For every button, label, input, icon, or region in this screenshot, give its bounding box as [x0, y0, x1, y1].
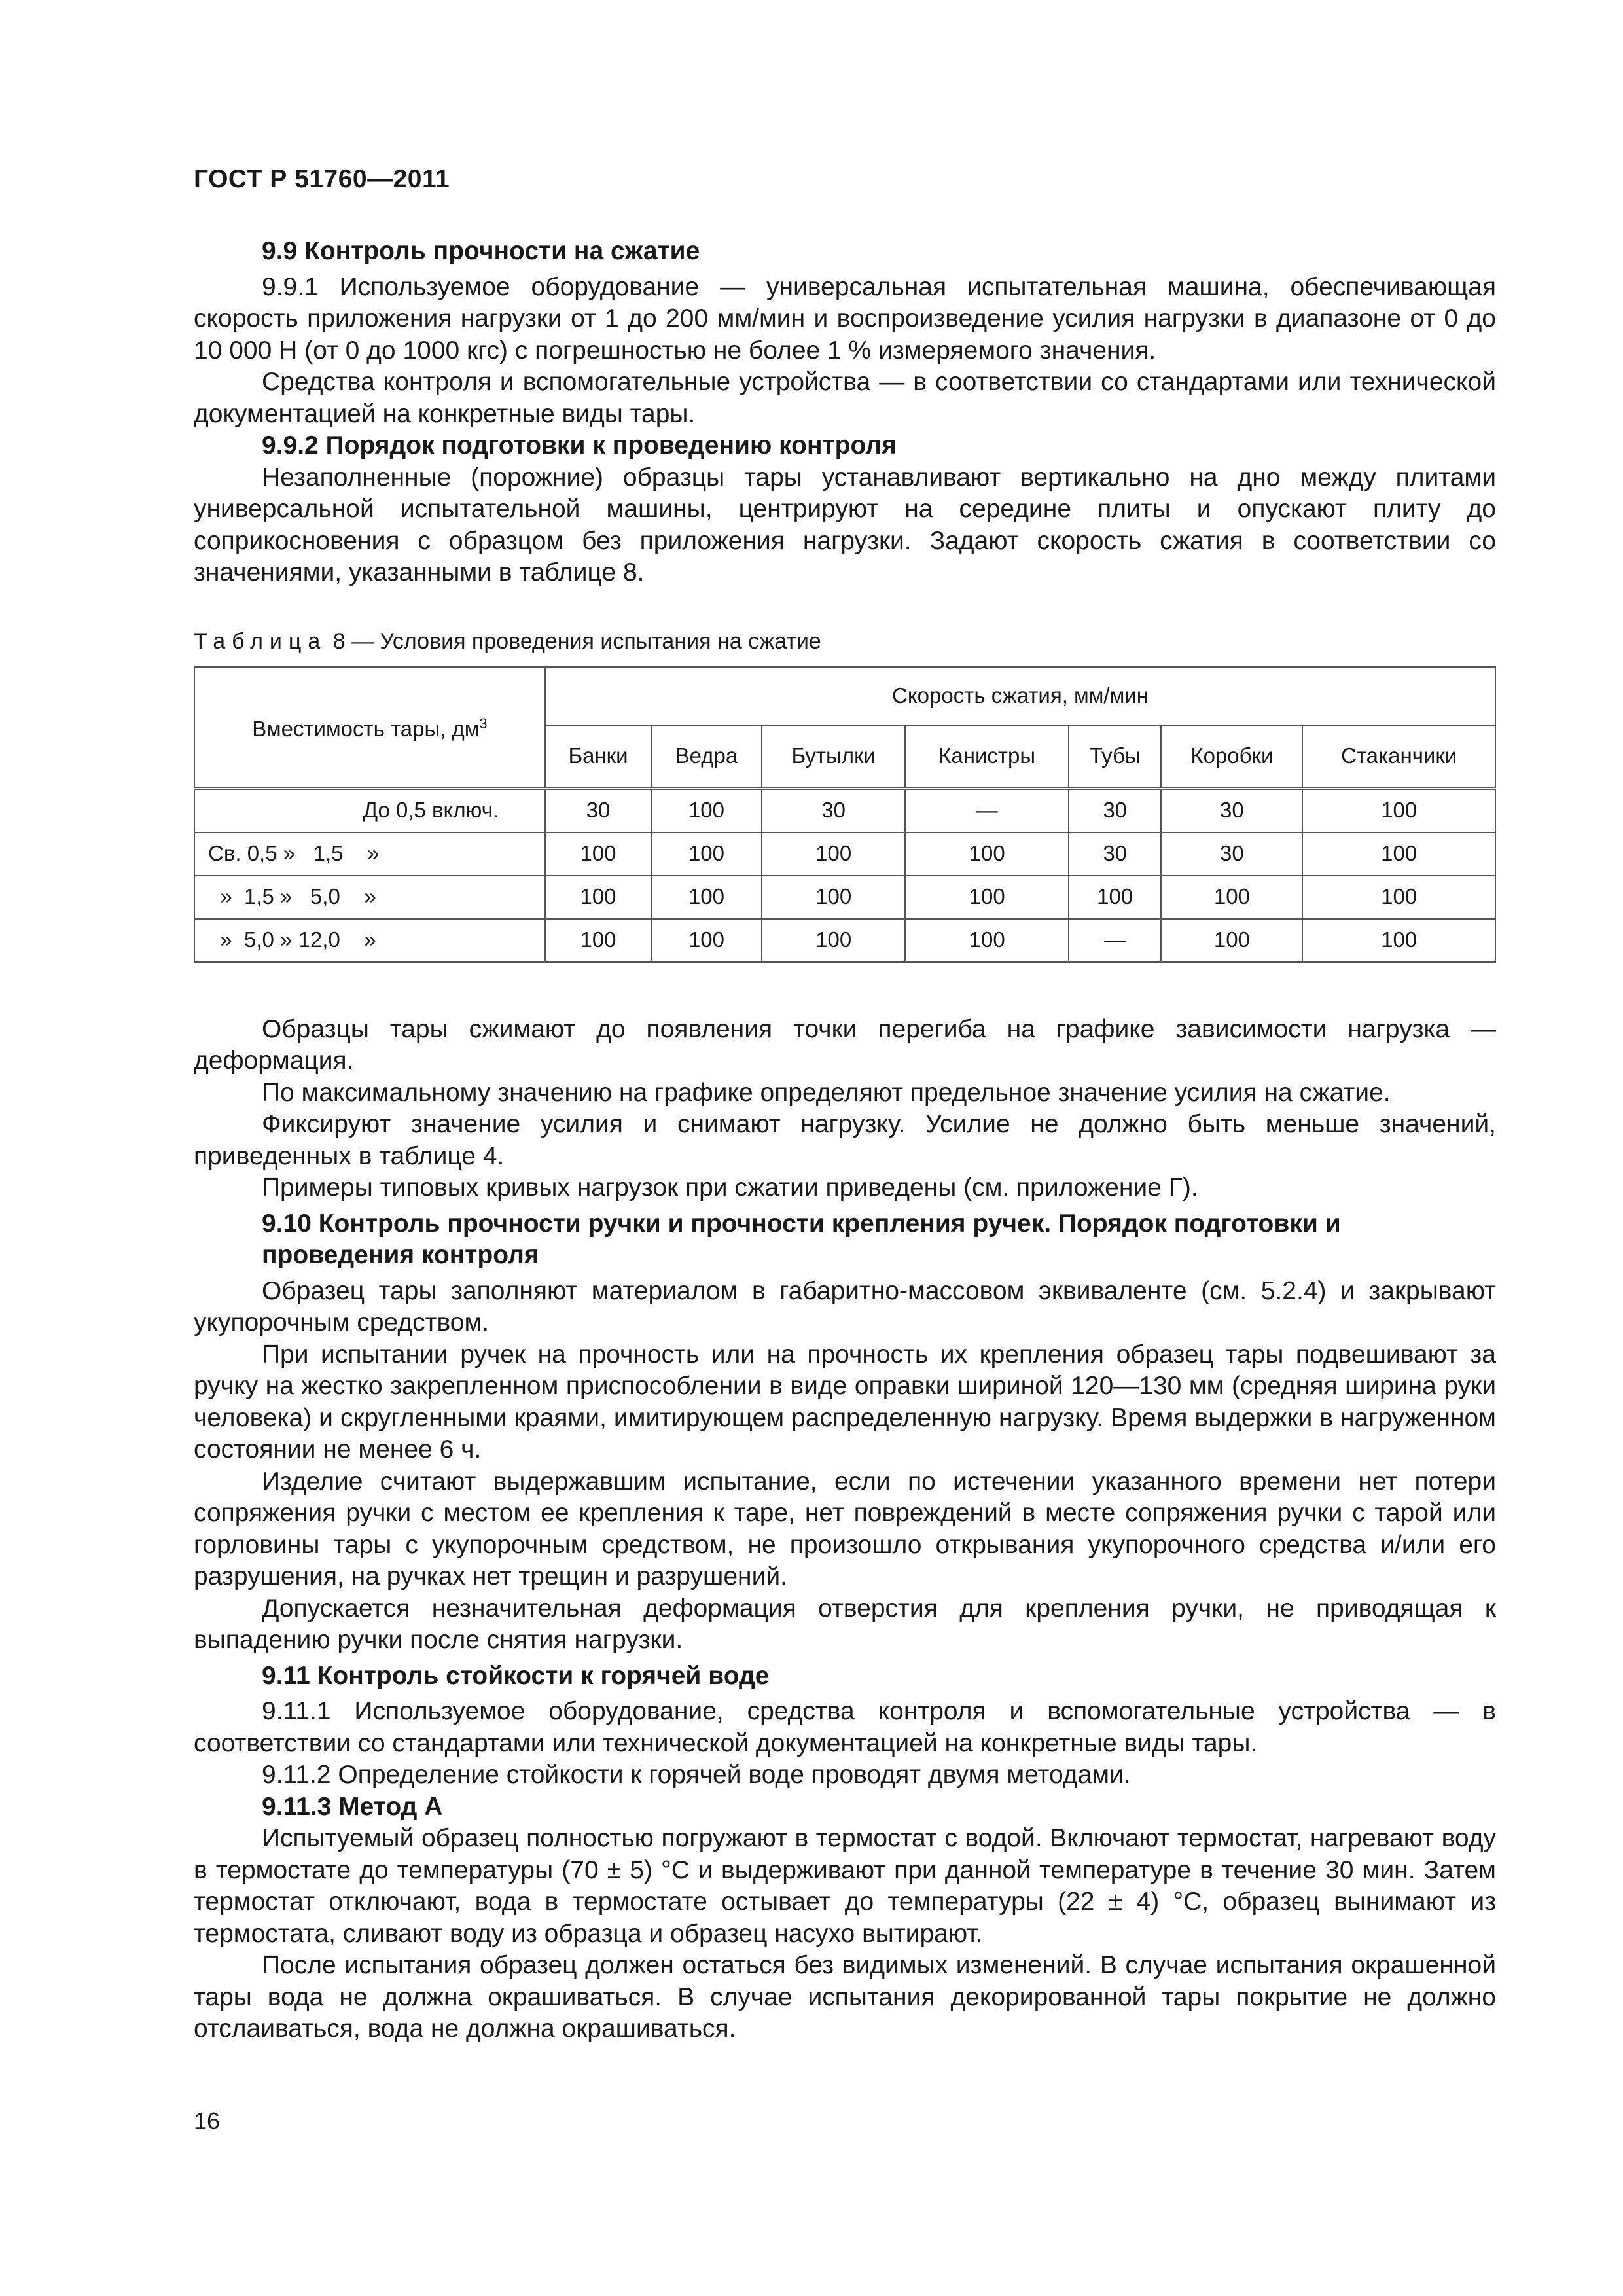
table-header-speed: Скорость сжатия, мм/мин [545, 667, 1495, 726]
table-cell: 100 [1161, 919, 1302, 962]
table-cell: 100 [1161, 876, 1302, 919]
table-cell: 100 [762, 919, 905, 962]
paragraph: Примеры типовых кривых нагрузок при сжатии приведены (см. приложение Г). [262, 1174, 1198, 1202]
paragraph: Образец тары заполняют материалом в габаритно-массовом эквиваленте (см. 5.2.4) и закрывают укупорочным средством. [194, 1276, 1496, 1336]
table-cell: 30 [762, 788, 905, 833]
paragraph: Допускается незначительная деформация отверстия для крепления ручки, не приводящая к выпадению ручки после снятия нагрузки. [194, 1594, 1496, 1654]
paragraph: Испытуемый образец полностью погружают в термостат с водой. Включают термостат, нагревают воду в термостате до температуры (70 ± 5) °С и выдерживают при данной температуре в течение 30 мин. Затем термостат отключают, вода в термостате остывает до температуры (22 ± 4) °С, образец вынимают из термостата, сливают воду из образца и образец насухо вытирают. [194, 1824, 1496, 1948]
table-cell: 100 [905, 833, 1069, 876]
table-cell-capacity: » 5,0 » 12,0 » [194, 919, 545, 962]
table-cell-capacity: До 0,5 включ. [194, 788, 545, 833]
table-col-header: Бутылки [762, 726, 905, 789]
paragraph: Незаполненные (порожние) образцы тары устанавливают вертикально на дно между плитами универсальной испытательной машины, центрируют на середине плиты и опускают плиту до соприкосновения с образцом без приложения нагрузки. Задают скорость сжатия в соответствии со значениями, указанными в таблице 8. [194, 463, 1496, 586]
table-cell: 100 [651, 876, 762, 919]
table-caption-label: Таблица [194, 628, 327, 654]
table-cell: 30 [1069, 788, 1161, 833]
paragraph: Средства контроля и вспомогательные устройства — в соответствии со стандартами или технической документацией на конкретные виды тары. [194, 368, 1496, 428]
table-col-header: Коробки [1161, 726, 1302, 789]
section-9-9-heading: 9.9 Контроль прочности на сжатие [262, 237, 700, 265]
table-cell: — [1069, 919, 1161, 962]
table-row [194, 833, 1495, 876]
document-body [194, 236, 1496, 2045]
table-cell: 100 [762, 876, 905, 919]
table-cell-capacity: Св. 0,5 » 1,5 » [194, 833, 545, 876]
table-row [194, 876, 1495, 919]
section-9-10-heading: 9.10 Контроль прочности ручки и прочности крепления ручек. Порядок подготовки и проведения контроля [262, 1209, 1341, 1269]
section-9-11-3-heading: 9.11.3 Метод А [262, 1792, 443, 1821]
table-cell: 100 [905, 876, 1069, 919]
table-cell: 100 [545, 833, 651, 876]
table-cell: 100 [762, 833, 905, 876]
table-col-header: Канистры [905, 726, 1069, 789]
table-cell: 30 [1161, 788, 1302, 833]
table-cell: 100 [545, 919, 651, 962]
table-cell: 100 [1302, 833, 1495, 876]
paragraph: Фиксируют значение усилия и снимают нагрузку. Усилие не должно быть меньше значений, приведенных в таблице 4. [194, 1110, 1496, 1170]
table-cell: 100 [1302, 919, 1495, 962]
section-9-11-heading: 9.11 Контроль стойкости к горячей воде [262, 1661, 770, 1690]
page-number: 16 [194, 2108, 221, 2134]
table-cell-capacity: » 1,5 » 5,0 » [194, 876, 545, 919]
table-cell: 30 [1161, 833, 1302, 876]
document-code-header: ГОСТ Р 51760—2011 [194, 165, 450, 193]
table-cell: 30 [545, 788, 651, 833]
paragraph: При испытании ручек на прочность или на прочность их крепления образец тары подвешивают за ручку на жестко закрепленном приспособлении в виде оправки шириной 120—130 мм (средняя ширина руки человека) и скругленными краями, имитирующем распределенную нагрузку. Время выдержки в нагруженном состоянии не менее 6 ч. [194, 1340, 1496, 1463]
table-cell: 100 [1302, 788, 1495, 833]
table-cell: 100 [545, 876, 651, 919]
table-caption [194, 628, 1496, 655]
paragraph: По максимальному значению на графике определяют предельное значение усилия на сжатие. [262, 1078, 1391, 1107]
paragraph: 9.9.1 Используемое оборудование — универсальная испытательная машина, обеспечивающая скорость приложения нагрузки от 1 до 200 мм/мин и воспроизведение усилия нагрузки в диапазоне от 0 до 10 000 Н (от 0 до 1000 кгс) с погрешностью не более 1 % измеряемого значения. [194, 272, 1496, 365]
paragraph: Образцы тары сжимают до появления точки перегиба на графике зависимости нагрузка — деформация. [194, 1014, 1496, 1075]
table-col-header: Тубы [1069, 726, 1161, 789]
compression-conditions-table [194, 666, 1496, 963]
table-cell: 100 [905, 919, 1069, 962]
table-row [194, 919, 1495, 962]
table-cell: 100 [651, 833, 762, 876]
table-cell: 100 [651, 788, 762, 833]
paragraph: 9.11.1 Используемое оборудование, средства контроля и вспомогательные устройства — в соответствии со стандартами или технической документацией на конкретные виды тары. [194, 1697, 1496, 1757]
section-9-9-2-heading: 9.9.2 Порядок подготовки к проведению контроля [262, 431, 897, 459]
table-header-capacity: Вместимость тары, $дм^3$ [194, 667, 545, 789]
table-cell: 100 [1069, 876, 1161, 919]
table-row [194, 788, 1495, 833]
table-cell: 100 [651, 919, 762, 962]
table-cell: — [905, 788, 1069, 833]
table-caption-text: 8 — Условия проведения испытания на сжатие [327, 628, 821, 654]
table-cell: 30 [1069, 833, 1161, 876]
table-col-header: Ведра [651, 726, 762, 789]
table-cell: 100 [1302, 876, 1495, 919]
paragraph: 9.11.2 Определение стойкости к горячей воде проводят двумя методами. [262, 1761, 1131, 1789]
paragraph: После испытания образец должен остаться без видимых изменений. В случае испытания окрашенной тары вода не должна окрашиваться. В случае испытания декорированной тары покрытие не должно отслаиваться, вода не должна окрашиваться. [194, 1951, 1496, 2043]
paragraph: Изделие считают выдержавшим испытание, если по истечении указанного времени нет потери сопряжения ручки с местом ее крепления к таре, нет повреждений в месте сопряжения ручки с тарой или горловины тары с укупорочным средством, не произошло открывания укупорочного средства и/или его разрушения, на ручках нет трещин и разрушений. [194, 1467, 1496, 1590]
table-col-header: Банки [545, 726, 651, 789]
table-col-header: Стаканчики [1302, 726, 1495, 789]
